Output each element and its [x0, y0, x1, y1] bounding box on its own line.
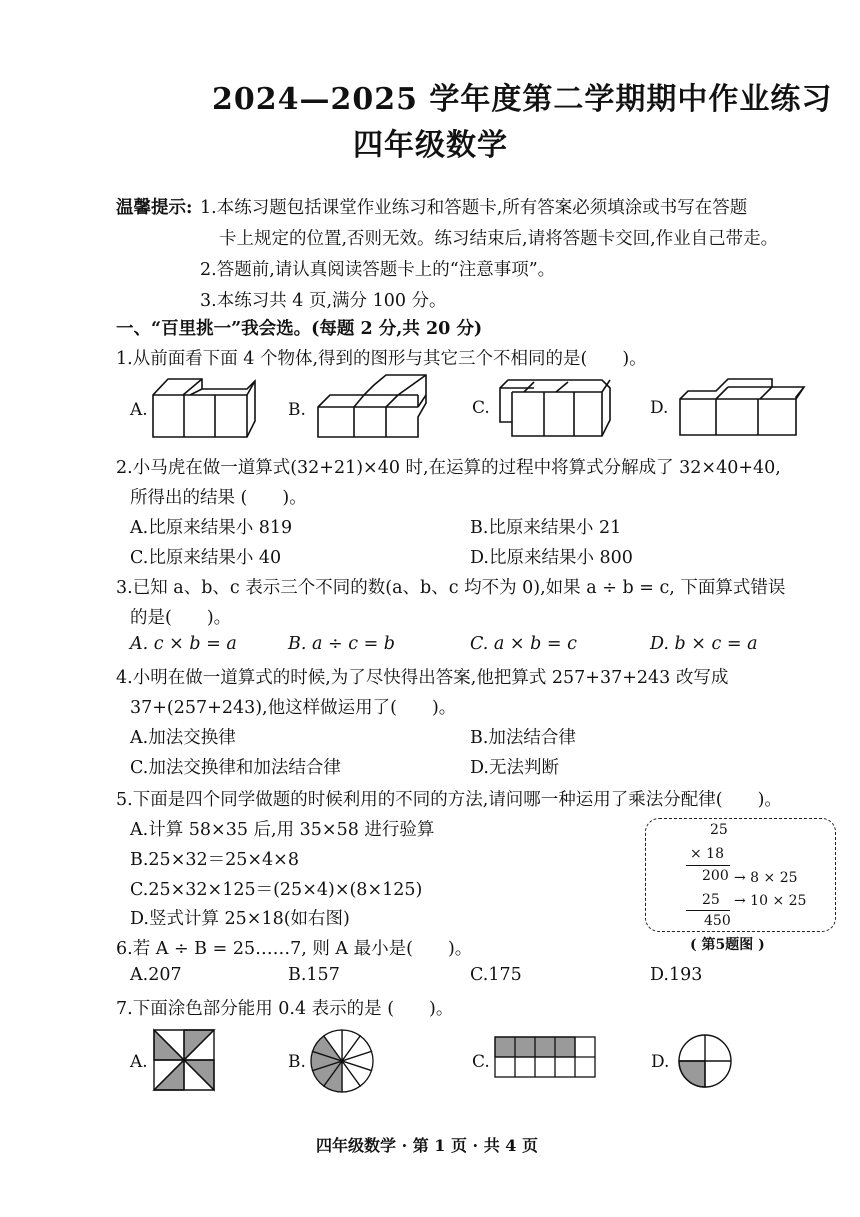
q5-figure-partial-1: 200 — [702, 868, 729, 884]
q7-stem: 7.下面涂色部分能用 0.4 表示的是 ( )。 — [116, 999, 454, 1019]
q1-figure-a — [150, 377, 260, 441]
q7-figure-d — [676, 1033, 734, 1089]
q7-option-c-label: C. — [472, 1052, 490, 1072]
q6-option-d: D.193 — [650, 965, 703, 985]
q5-figure-note-2: → 10 × 25 — [734, 893, 807, 909]
q1-figure-b — [314, 373, 434, 441]
notice-line3: 3.本练习共 4 页,满分 100 分。 — [200, 291, 447, 311]
q2-option-d: D.比原来结果小 800 — [470, 548, 633, 568]
section-heading: 一、“百里挑一”我会选。(每题 2 分,共 20 分) — [116, 319, 483, 339]
page-title: 2024—2025 学年度第二学期期中作业练习 — [212, 82, 833, 117]
q7-figure-a — [153, 1029, 215, 1091]
q3-option-b: B. a ÷ c = b — [288, 634, 395, 654]
q6-stem: 6.若 A ÷ B = 25……7, 则 A 最小是( )。 — [116, 939, 473, 959]
q4-option-b: B.加法结合律 — [470, 728, 576, 748]
notice-line1: 1.本练习题包括课堂作业练习和答题卡,所有答案必须填涂或书写在答题 — [200, 198, 748, 218]
q5-option-c: C.25×32×125＝(25×4)×(8×125) — [130, 880, 423, 900]
q6-option-a: A.207 — [130, 965, 182, 985]
q5-figure-rule-2 — [686, 910, 730, 911]
page-subtitle: 四年级数学 — [353, 128, 508, 163]
q7-figure-b — [309, 1028, 375, 1094]
q3-option-c: C. a × b = c — [470, 634, 577, 654]
q2-option-c: C.比原来结果小 40 — [130, 548, 282, 568]
q7-option-b-label: B. — [288, 1052, 306, 1072]
q5-option-b: B.25×32＝25×4×8 — [130, 850, 299, 870]
q1-option-a-label: A. — [130, 400, 148, 420]
q1-figure-c — [494, 378, 614, 440]
q5-figure-multiplier: × 18 — [690, 846, 724, 862]
q4-option-a: A.加法交换律 — [130, 728, 236, 748]
page-footer: 四年级数学 · 第 1 页 · 共 4 页 — [316, 1136, 538, 1155]
q3-stem-2: 的是( )。 — [130, 608, 232, 628]
q5-figure-multiplicand: 25 — [710, 822, 728, 838]
q4-stem: 4.小明在做一道算式的时候,为了尽快得出答案,他把算式 257+37+243 改写成 — [116, 668, 729, 688]
q5-option-a: A.计算 58×35 后,用 35×58 进行验算 — [130, 820, 435, 840]
q7-figure-c — [494, 1036, 602, 1080]
q1-option-c-label: C. — [472, 398, 490, 418]
q2-option-b: B.比原来结果小 21 — [470, 518, 622, 538]
q2-stem: 2.小马虎在做一道算式(32+21)×40 时,在运算的过程中将算式分解成了 32×40+40, — [116, 458, 781, 478]
q5-stem: 5.下面是四个同学做题的时候利用的不同的方法,请问哪一种运用了乘法分配律( )。 — [116, 790, 782, 810]
q7-option-a-label: A. — [130, 1052, 148, 1072]
q6-option-b: B.157 — [288, 965, 340, 985]
q5-figure-product: 450 — [704, 913, 731, 929]
q5-figure-note-1: → 8 × 25 — [734, 870, 798, 886]
notice-line1b: 卡上规定的位置,否则无效。练习结束后,请将答题卡交回,作业自己带走。 — [219, 229, 779, 249]
q4-option-c: C.加法交换律和加法结合律 — [130, 758, 341, 778]
q5-figure-caption: ( 第5题图 ) — [690, 937, 765, 953]
q1-option-b-label: B. — [288, 400, 306, 420]
q4-stem-2: 37+(257+243),他这样做运用了( )。 — [130, 698, 457, 718]
q5-figure-partial-2: 25 — [702, 892, 720, 908]
q2-stem-2: 所得出的结果 ( )。 — [130, 488, 307, 508]
notice-label: 温馨提示: — [116, 198, 193, 218]
q3-option-d: D. b × c = a — [650, 634, 758, 654]
q1-figure-d — [674, 377, 806, 441]
q3-option-a: A. c × b = a — [130, 634, 237, 654]
q5-option-d: D.竖式计算 25×18(如右图) — [130, 909, 350, 929]
notice-line2: 2.答题前,请认真阅读答题卡上的“注意事项”。 — [200, 260, 556, 280]
q4-option-d: D.无法判断 — [470, 758, 559, 778]
q6-option-c: C.175 — [470, 965, 522, 985]
q2-option-a: A.比原来结果小 819 — [130, 518, 293, 538]
q7-option-d-label: D. — [651, 1052, 670, 1072]
q5-figure-rule-1 — [686, 865, 730, 866]
q1-stem: 1.从前面看下面 4 个物体,得到的图形与其它三个不相同的是( )。 — [116, 349, 647, 369]
q1-option-d-label: D. — [650, 398, 669, 418]
q3-stem: 3.已知 a、b、c 表示三个不同的数(a、b、c 均不为 0),如果 a ÷ b = c, 下面算式错误 — [116, 578, 786, 598]
